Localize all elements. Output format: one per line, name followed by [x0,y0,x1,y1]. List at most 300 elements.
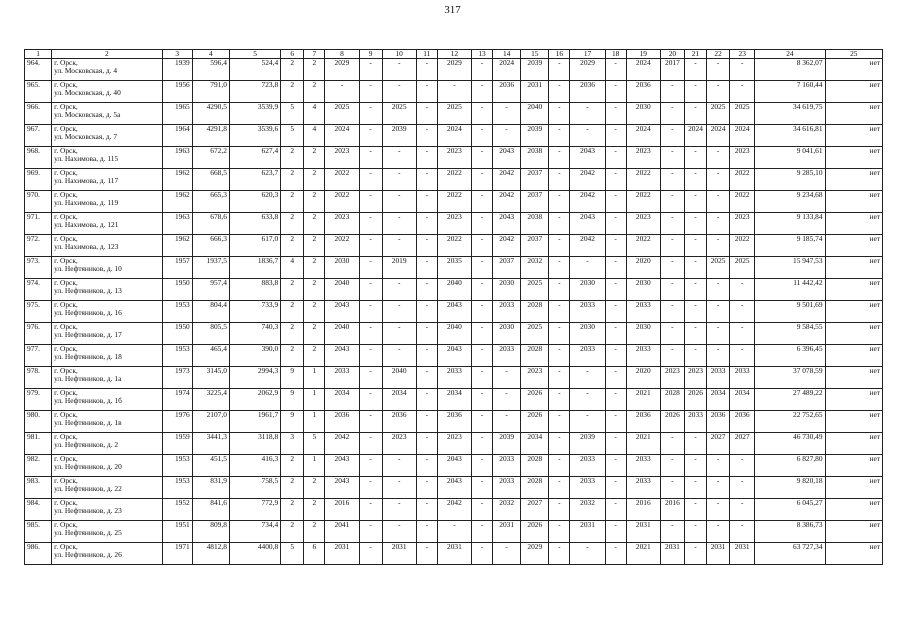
address-cell [52,433,163,455]
cell-col-25: нет [825,81,882,103]
row-index: 964. [25,59,52,81]
cell-col-22: - [707,59,730,81]
column-number-cell: 21 [684,50,706,59]
cell-col-3: 1950 [162,279,192,301]
cell-col-18: - [605,235,626,257]
address-cell [52,235,163,257]
cell-col-10: - [382,499,416,521]
address-city: г. Орск, [54,520,78,529]
cell-col-16: - [549,433,570,455]
cell-col-19: 2036 [626,81,660,103]
cell-col-12: 2043 [437,301,471,323]
cell-col-16: - [549,301,570,323]
address-cell [52,169,163,191]
address-city: г. Орск, [54,366,78,375]
cell-col-24: 22 752,65 [755,411,825,433]
column-number-cell: 15 [521,50,549,59]
cell-col-23: 2036 [730,411,755,433]
cell-col-23: - [730,477,755,499]
cell-col-7: 2 [304,521,325,543]
cell-col-13: - [472,367,493,389]
cell-col-9: - [359,191,382,213]
cell-col-13: - [472,59,493,81]
cell-col-22: - [707,169,730,191]
cell-col-11: - [416,543,437,565]
cell-col-15: 2038 [521,147,549,169]
cell-col-20: - [660,169,684,191]
page-number: 317 [444,4,461,16]
cell-col-7: 2 [304,301,325,323]
cell-col-9: - [359,235,382,257]
cell-col-25: нет [825,455,882,477]
address-cell [52,411,163,433]
cell-col-9: - [359,213,382,235]
address-city: г. Орск, [54,256,78,265]
cell-col-9: - [359,411,382,433]
cell-col-20: 2017 [660,59,684,81]
cell-col-3: 1953 [162,455,192,477]
cell-col-13: - [472,389,493,411]
cell-col-6: 2 [281,169,304,191]
column-number-cell: 16 [549,50,570,59]
cell-col-16: - [549,147,570,169]
cell-col-22: - [707,345,730,367]
cell-col-3: 1962 [162,235,192,257]
cell-col-21: - [684,345,706,367]
cell-col-21: - [684,81,706,103]
cell-col-6: 2 [281,455,304,477]
address-street: ул. Московская, д. 40 [54,88,121,98]
cell-col-6: 2 [281,301,304,323]
cell-col-9: - [359,257,382,279]
table-row [25,433,883,455]
row-index: 982. [25,455,52,477]
cell-col-3: 1957 [162,257,192,279]
cell-col-17: - [570,125,605,147]
cell-col-6: 4 [281,257,304,279]
cell-col-21: 2023 [684,367,706,389]
cell-col-25: нет [825,323,882,345]
column-number-cell: 5 [229,50,280,59]
cell-col-12: 2031 [437,543,471,565]
cell-col-8: 2040 [325,279,359,301]
cell-col-18: - [605,191,626,213]
column-number-cell: 9 [359,50,382,59]
table-row [25,257,883,279]
cell-col-15: 2028 [521,345,549,367]
cell-col-24: 9 820,18 [755,477,825,499]
cell-col-23: - [730,81,755,103]
cell-col-22: 2036 [707,411,730,433]
cell-col-14: 2033 [493,345,521,367]
cell-col-20: - [660,323,684,345]
cell-col-20: - [660,477,684,499]
cell-col-5: 733,9 [229,301,280,323]
cell-col-11: - [416,235,437,257]
cell-col-13: - [472,455,493,477]
row-index: 984. [25,499,52,521]
cell-col-14: 2030 [493,279,521,301]
cell-col-15: 2040 [521,103,549,125]
cell-col-5: 1961,7 [229,411,280,433]
cell-col-16: - [549,411,570,433]
cell-col-9: - [359,147,382,169]
cell-col-14: 2043 [493,213,521,235]
cell-col-18: - [605,169,626,191]
cell-col-12: 2024 [437,125,471,147]
table-row [25,103,883,125]
cell-col-24: 8 362,07 [755,59,825,81]
cell-col-22: - [707,279,730,301]
cell-col-15: 2029 [521,543,549,565]
address-city: г. Орск, [54,102,78,111]
cell-col-13: - [472,235,493,257]
cell-col-4: 841,6 [192,499,229,521]
cell-col-15: 2039 [521,59,549,81]
cell-col-23: 2027 [730,433,755,455]
cell-col-21: - [684,301,706,323]
table-row [25,345,883,367]
cell-col-6: 2 [281,323,304,345]
cell-col-11: - [416,345,437,367]
column-number-cell: 23 [730,50,755,59]
cell-col-16: - [549,389,570,411]
cell-col-24: 9 234,68 [755,191,825,213]
cell-col-15: 2031 [521,81,549,103]
row-index: 971. [25,213,52,235]
cell-col-11: - [416,81,437,103]
cell-col-16: - [549,367,570,389]
cell-col-8: 2043 [325,477,359,499]
cell-col-7: 1 [304,367,325,389]
cell-col-4: 465,4 [192,345,229,367]
table-row [25,81,883,103]
table-row [25,323,883,345]
cell-col-20: - [660,279,684,301]
cell-col-10: - [382,345,416,367]
cell-col-7: 2 [304,279,325,301]
row-index: 969. [25,169,52,191]
column-number-cell: 17 [570,50,605,59]
cell-col-21: - [684,235,706,257]
cell-col-9: - [359,279,382,301]
cell-col-5: 3539,6 [229,125,280,147]
row-index: 986. [25,543,52,565]
table-row [25,59,883,81]
cell-col-12: 2040 [437,279,471,301]
cell-col-20: - [660,213,684,235]
cell-col-20: - [660,521,684,543]
cell-col-24: 46 730,49 [755,433,825,455]
cell-col-17: 2042 [570,191,605,213]
cell-col-24: 63 727,34 [755,543,825,565]
cell-col-5: 390,0 [229,345,280,367]
cell-col-3: 1971 [162,543,192,565]
cell-col-4: 2107,0 [192,411,229,433]
cell-col-16: - [549,169,570,191]
cell-col-13: - [472,433,493,455]
cell-col-11: - [416,257,437,279]
cell-col-16: - [549,191,570,213]
address-street: ул. Московская, д. 4 [54,66,118,76]
address-city: г. Орск, [54,190,78,199]
address-cell [52,191,163,213]
cell-col-15: 2025 [521,323,549,345]
cell-col-24: 6 396,45 [755,345,825,367]
row-index: 983. [25,477,52,499]
cell-col-13: - [472,521,493,543]
cell-col-20: - [660,235,684,257]
cell-col-16: - [549,455,570,477]
cell-col-23: 2022 [730,191,755,213]
address-street: ул. Нефтяников, д. 23 [54,506,122,516]
cell-col-22: - [707,301,730,323]
cell-col-25: нет [825,103,882,125]
cell-col-4: 672,2 [192,147,229,169]
cell-col-21: - [684,433,706,455]
cell-col-19: 2021 [626,389,660,411]
cell-col-5: 772,9 [229,499,280,521]
cell-col-18: - [605,499,626,521]
cell-col-22: 2034 [707,389,730,411]
cell-col-5: 633,8 [229,213,280,235]
column-number-cell: 2 [52,50,163,59]
table-row [25,521,883,543]
cell-col-10: - [382,235,416,257]
cell-col-25: нет [825,301,882,323]
cell-col-9: - [359,323,382,345]
row-index: 973. [25,257,52,279]
cell-col-11: - [416,125,437,147]
cell-col-13: - [472,191,493,213]
cell-col-21: - [684,499,706,521]
cell-col-13: - [472,323,493,345]
cell-col-11: - [416,499,437,521]
cell-col-9: - [359,345,382,367]
cell-col-4: 805,5 [192,323,229,345]
column-number-cell: 12 [437,50,471,59]
cell-col-6: 9 [281,389,304,411]
cell-col-19: 2033 [626,477,660,499]
cell-col-15: 2037 [521,235,549,257]
cell-col-7: 1 [304,455,325,477]
table-row [25,477,883,499]
cell-col-4: 791,0 [192,81,229,103]
cell-col-22: 2031 [707,543,730,565]
address-city: г. Орск, [54,168,78,177]
cell-col-23: 2024 [730,125,755,147]
cell-col-17: 2031 [570,521,605,543]
cell-col-7: 2 [304,257,325,279]
cell-col-12: 2022 [437,169,471,191]
cell-col-20: 2016 [660,499,684,521]
cell-col-18: - [605,81,626,103]
cell-col-11: - [416,191,437,213]
cell-col-16: - [549,499,570,521]
cell-col-21: - [684,521,706,543]
table-row [25,191,883,213]
cell-col-7: 2 [304,81,325,103]
cell-col-13: - [472,345,493,367]
cell-col-9: - [359,455,382,477]
address-cell [52,103,163,125]
cell-col-19: 2024 [626,125,660,147]
cell-col-10: 2023 [382,433,416,455]
cell-col-6: 5 [281,543,304,565]
address-street: ул. Нефтяников, д. 10 [54,264,122,274]
cell-col-3: 1962 [162,191,192,213]
address-city: г. Орск, [54,476,78,485]
cell-col-8: 2041 [325,521,359,543]
cell-col-12: 2035 [437,257,471,279]
cell-col-24: 6 045,27 [755,499,825,521]
cell-col-14: 2033 [493,455,521,477]
cell-col-19: 2024 [626,59,660,81]
cell-col-17: 2033 [570,301,605,323]
cell-col-15: 2026 [521,521,549,543]
cell-col-9: - [359,169,382,191]
cell-col-17: 2030 [570,279,605,301]
cell-col-10: - [382,521,416,543]
row-index: 978. [25,367,52,389]
cell-col-25: нет [825,367,882,389]
address-street: ул. Московская, д. 5а [54,110,121,120]
cell-col-21: - [684,455,706,477]
cell-col-18: - [605,411,626,433]
cell-col-5: 627,4 [229,147,280,169]
row-index: 970. [25,191,52,213]
cell-col-7: 2 [304,169,325,191]
cell-col-16: - [549,125,570,147]
cell-col-10: - [382,191,416,213]
cell-col-16: - [549,279,570,301]
address-city: г. Орск, [54,300,78,309]
cell-col-10: 2039 [382,125,416,147]
cell-col-18: - [605,323,626,345]
cell-col-14: 2036 [493,81,521,103]
cell-col-4: 596,4 [192,59,229,81]
address-cell [52,81,163,103]
cell-col-14: - [493,411,521,433]
row-index: 975. [25,301,52,323]
table-row [25,125,883,147]
cell-col-24: 9 285,10 [755,169,825,191]
cell-col-16: - [549,323,570,345]
cell-col-6: 9 [281,367,304,389]
cell-col-23: 2031 [730,543,755,565]
cell-col-15: 2023 [521,367,549,389]
cell-col-9: - [359,477,382,499]
cell-col-8: 2022 [325,191,359,213]
cell-col-7: 6 [304,543,325,565]
cell-col-17: - [570,257,605,279]
cell-col-20: - [660,301,684,323]
cell-col-25: нет [825,543,882,565]
cell-col-16: - [549,521,570,543]
cell-col-25: нет [825,213,882,235]
address-cell [52,147,163,169]
address-city: г. Орск, [54,498,78,507]
cell-col-6: 9 [281,411,304,433]
cell-col-11: - [416,169,437,191]
cell-col-21: - [684,323,706,345]
cell-col-18: - [605,433,626,455]
column-number-cell: 24 [755,50,825,59]
cell-col-17: 2030 [570,323,605,345]
address-street: ул. Нефтяников, д. 16 [54,308,122,318]
address-street: ул. Нахимова, д. 121 [54,220,119,230]
cell-col-12: 2029 [437,59,471,81]
cell-col-13: - [472,125,493,147]
cell-col-12: 2036 [437,411,471,433]
cell-col-25: нет [825,499,882,521]
cell-col-25: нет [825,345,882,367]
cell-col-6: 2 [281,235,304,257]
table-row [25,411,883,433]
cell-col-15: 2039 [521,125,549,147]
cell-col-10: 2036 [382,411,416,433]
cell-col-4: 1937,5 [192,257,229,279]
cell-col-11: - [416,411,437,433]
cell-col-23: 2025 [730,103,755,125]
cell-col-12: 2022 [437,235,471,257]
address-cell [52,257,163,279]
cell-col-11: - [416,147,437,169]
cell-col-12: 2034 [437,389,471,411]
cell-col-23: - [730,455,755,477]
address-city: г. Орск, [54,454,78,463]
cell-col-10: - [382,59,416,81]
cell-col-20: 2026 [660,411,684,433]
cell-col-25: нет [825,59,882,81]
cell-col-9: - [359,543,382,565]
cell-col-14: - [493,125,521,147]
table-row [25,301,883,323]
cell-col-19: 2023 [626,147,660,169]
address-street: ул. Нефтяников, д. 1б [54,396,122,406]
cell-col-8: 2040 [325,323,359,345]
cell-col-19: 2036 [626,411,660,433]
cell-col-21: - [684,103,706,125]
cell-col-8: 2043 [325,301,359,323]
address-street: ул. Нефтяников, д. 20 [54,462,122,472]
cell-col-22: 2025 [707,257,730,279]
cell-col-4: 668,5 [192,169,229,191]
cell-col-6: 2 [281,81,304,103]
cell-col-4: 809,8 [192,521,229,543]
cell-col-18: - [605,103,626,125]
row-index: 968. [25,147,52,169]
cell-col-25: нет [825,235,882,257]
cell-col-5: 617,0 [229,235,280,257]
cell-col-11: - [416,521,437,543]
cell-col-10: - [382,477,416,499]
address-street: ул. Нефтяников, д. 26 [54,550,122,560]
table-row [25,169,883,191]
cell-col-5: 2994,3 [229,367,280,389]
row-index: 980. [25,411,52,433]
cell-col-6: 2 [281,191,304,213]
cell-col-6: 5 [281,125,304,147]
cell-col-23: - [730,521,755,543]
column-number-cell: 8 [325,50,359,59]
column-number-cell: 3 [162,50,192,59]
cell-col-12: 2022 [437,191,471,213]
cell-col-5: 3118,8 [229,433,280,455]
cell-col-17: 2029 [570,59,605,81]
cell-col-9: - [359,499,382,521]
cell-col-22: - [707,521,730,543]
